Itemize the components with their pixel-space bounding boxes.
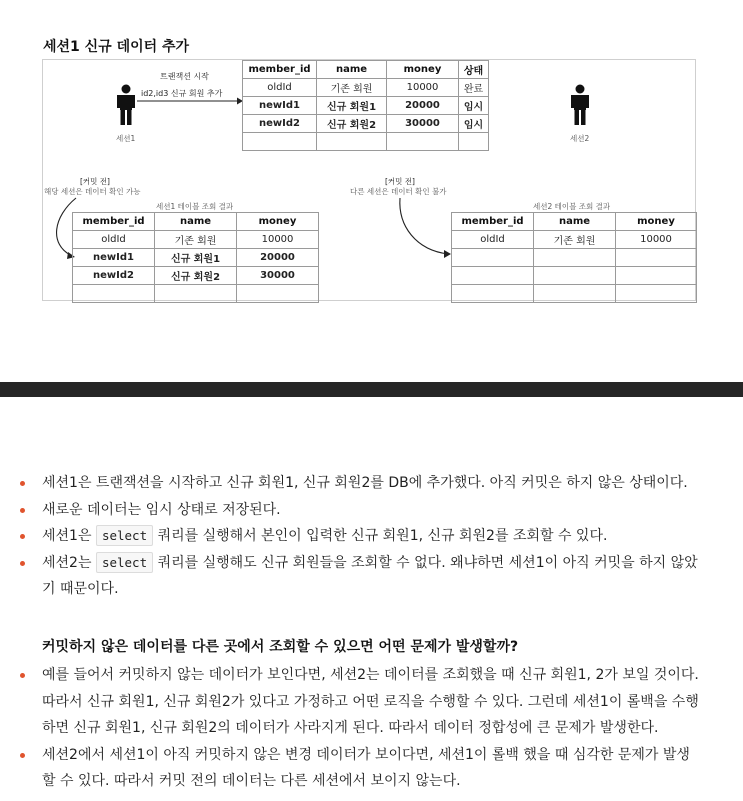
diagram-title: 세션1 신규 데이터 추가 xyxy=(43,39,190,55)
note-text: 쿼리를 실행해도 신규 회원들을 조회할 수 없다. 왜냐하면 세션1이 아직 커밋을 하지 않았기 때문이다. xyxy=(42,554,698,597)
session2-person-icon xyxy=(571,84,589,126)
note-text: 쿼리를 실행해서 본인이 입력한 신규 회원1, 신규 회원2를 조회할 수 있다. xyxy=(157,528,608,544)
db-cell: 기존 회원 xyxy=(317,79,387,97)
session2-read-arrow-icon xyxy=(392,196,454,262)
db-header-money: money xyxy=(387,61,459,79)
list-item xyxy=(0,550,743,603)
note-text: 세션1은 트랜잭션을 시작하고 신규 회원1, 신규 회원2를 DB에 추가했다. 아직 커밋은 하지 않은 상태이다. xyxy=(42,475,688,491)
table-row xyxy=(73,267,319,285)
bullet-icon xyxy=(20,673,25,678)
bullet-icon xyxy=(20,534,25,539)
db-cell: 임시 xyxy=(459,97,489,115)
bullet-icon xyxy=(20,481,25,486)
db-cell: 완료 xyxy=(459,79,489,97)
s2-header-member-id: member_id xyxy=(452,213,534,231)
list-item xyxy=(0,523,743,550)
s1-cell: 30000 xyxy=(237,267,319,285)
tx-insert-label: id2,id3 신규 회원 추가 xyxy=(141,89,223,98)
table-row xyxy=(243,79,489,97)
inline-code: select xyxy=(96,525,153,546)
before-commit-left-desc: 해당 세션은 데이터 확인 가능 xyxy=(44,187,141,196)
s1-cell: 기존 회원 xyxy=(155,231,237,249)
db-cell: oldId xyxy=(243,79,317,97)
db-cell: newId2 xyxy=(243,115,317,133)
db-cell: 임시 xyxy=(459,115,489,133)
before-commit-left: [커밋 전] xyxy=(80,177,110,186)
s1-cell: 10000 xyxy=(237,231,319,249)
db-cell: 30000 xyxy=(387,115,459,133)
tx-start-label: 트랜잭션 시작 xyxy=(160,72,209,81)
s1-cell: 신규 회원1 xyxy=(155,249,237,267)
s1-header-money: money xyxy=(237,213,319,231)
s1-cell: oldId xyxy=(73,231,155,249)
s1-cell: 20000 xyxy=(237,249,319,267)
note-text: 예를 들어서 커밋하지 않는 데이터가 보인다면, 세션2는 데이터를 조회했을 때 신규 회원1, 2가 보일 것이다. 따라서 신규 회원1, 신규 회원2가 있다고 가정하고 어떤 로직을 수행할 수 있다. 그런데 세션1이 롤백을 수행하면 신규 회원1, 신규 회원2의 데이터가 사라지게 된다. 따라서 데이터 정합성에 큰 문제가 발생한다. xyxy=(42,667,699,736)
s1-result-caption: 세션1 테이블 조회 결과 xyxy=(156,202,234,211)
table-row xyxy=(73,285,319,303)
session2-result-table xyxy=(451,212,697,303)
table-row xyxy=(452,285,697,303)
db-cell: 10000 xyxy=(387,79,459,97)
s1-header-member-id: member_id xyxy=(73,213,155,231)
s1-header-name: name xyxy=(155,213,237,231)
before-commit-right-desc: 다른 세션은 데이터 확인 불가 xyxy=(350,187,447,196)
db-header-status: 상태 xyxy=(459,61,489,79)
divider-bar xyxy=(0,382,743,397)
s1-cell: 신규 회원2 xyxy=(155,267,237,285)
session2-label: 세션2 xyxy=(570,134,590,143)
notes-list-2 xyxy=(0,662,743,795)
note-text: 세션2는 xyxy=(42,554,92,571)
db-cell: 20000 xyxy=(387,97,459,115)
s2-result-caption: 세션2 테이블 조회 결과 xyxy=(533,202,611,211)
s2-cell: 기존 회원 xyxy=(534,231,616,249)
db-cell: 신규 회원2 xyxy=(317,115,387,133)
s1-cell: newId1 xyxy=(73,249,155,267)
db-member-table xyxy=(242,60,489,151)
bullet-icon xyxy=(20,508,25,513)
session1-label: 세션1 xyxy=(116,134,136,143)
db-header-name: name xyxy=(317,61,387,79)
note-text: 새로운 데이터는 임시 상태로 저장된다. xyxy=(42,501,281,518)
db-header-member-id: member_id xyxy=(243,61,317,79)
list-item xyxy=(0,742,743,795)
list-item xyxy=(0,662,743,742)
notes-list-1 xyxy=(0,470,743,603)
table-row xyxy=(452,249,697,267)
table-row xyxy=(73,231,319,249)
db-cell: newId1 xyxy=(243,97,317,115)
inline-code: select xyxy=(96,552,153,573)
table-row xyxy=(243,133,489,151)
list-item xyxy=(0,497,743,524)
table-row xyxy=(73,249,319,267)
db-cell: 신규 회원1 xyxy=(317,97,387,115)
note-text: 세션1은 xyxy=(42,528,92,544)
session1-person-icon xyxy=(117,84,135,126)
list-item xyxy=(0,470,743,497)
table-row xyxy=(452,231,697,249)
question-heading: 커밋하지 않은 데이터를 다른 곳에서 조회할 수 있으면 어떤 문제가 발생할까? xyxy=(42,639,519,655)
s2-header-money: money xyxy=(616,213,697,231)
bullet-icon xyxy=(20,561,25,566)
before-commit-right: [커밋 전] xyxy=(385,177,415,186)
bullet-icon xyxy=(20,753,25,758)
session1-result-table xyxy=(72,212,319,303)
table-row xyxy=(243,97,489,115)
note-text: 세션2에서 세션1이 아직 커밋하지 않은 변경 데이터가 보이다면, 세션1이 롤백 했을 때 심각한 문제가 발생할 수 있다. 따라서 커밋 전의 데이터는 다른 세션에서 보이지 않는다. xyxy=(42,746,690,789)
insert-arrow-icon xyxy=(137,96,243,106)
s2-cell: 10000 xyxy=(616,231,697,249)
s2-cell: oldId xyxy=(452,231,534,249)
s2-header-name: name xyxy=(534,213,616,231)
table-row xyxy=(243,115,489,133)
table-row xyxy=(452,267,697,285)
s1-cell: newId2 xyxy=(73,267,155,285)
